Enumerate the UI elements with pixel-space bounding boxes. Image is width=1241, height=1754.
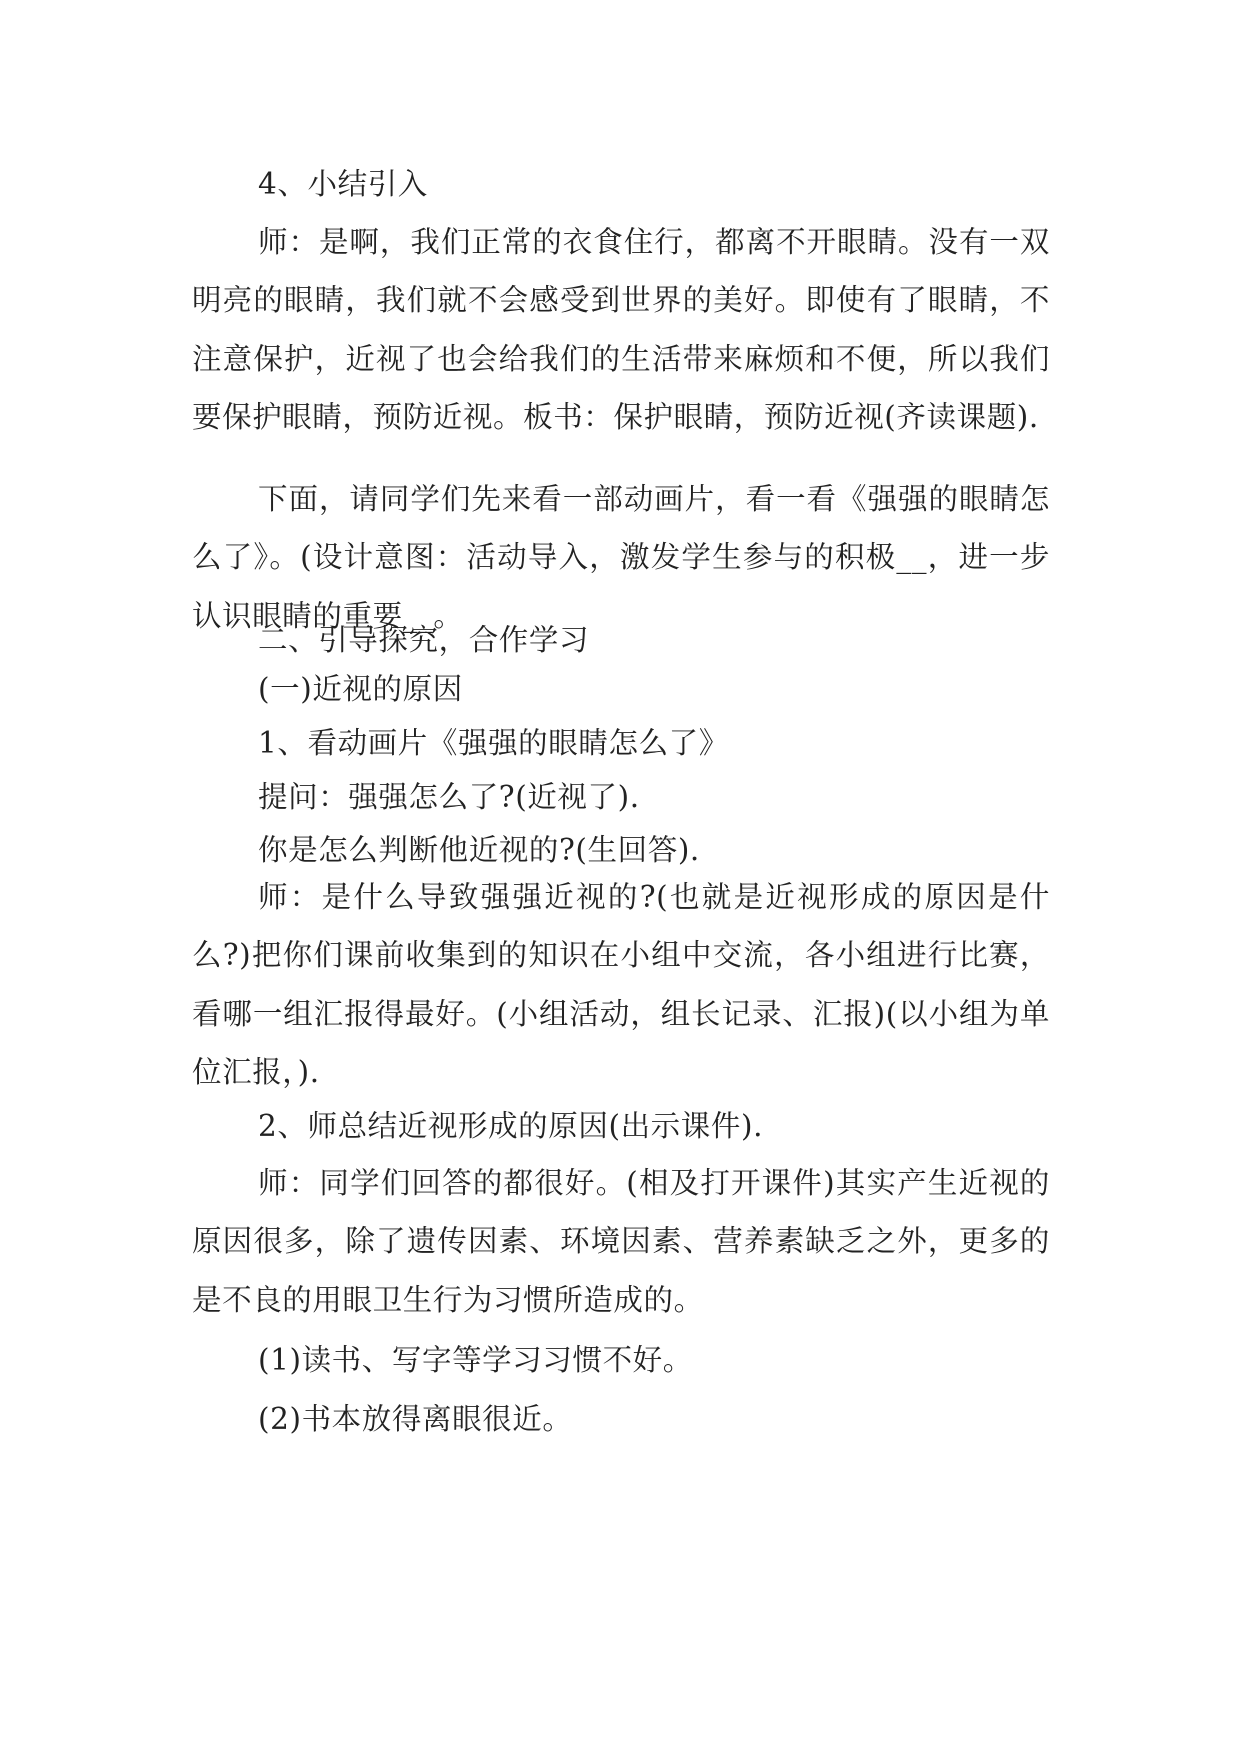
step-watch-animation: 1、看动画片《强强的眼睛怎么了》 [258, 726, 729, 760]
list-item-2: (2)书本放得离眼很近。 [258, 1402, 573, 1436]
section-heading-explore: 二、引导探究，合作学习 [258, 623, 590, 657]
question-how-judge: 你是怎么判断他近视的?(生回答). [258, 833, 700, 867]
step-teacher-summary: 2、师总结近视形成的原因(出示课件). [258, 1109, 764, 1143]
subheading-causes: (一)近视的原因 [258, 672, 463, 706]
list-item-1: (1)读书、写字等学习习惯不好。 [258, 1343, 693, 1377]
section-heading-summary: 4、小结引入 [258, 167, 428, 201]
paragraph-watch-animation: 下面，请同学们先来看一部动画片，看一看《强强的眼睛怎么了》。(设计意图：活动导入，激发学生参与的积极__，进一步认识眼睛的重要__。 [192, 482, 1050, 633]
question-what-happened: 提问：强强怎么了?(近视了). [258, 780, 640, 814]
teacher-paragraph-group-discussion: 师：是什么导致强强近视的?(也就是近视形成的原因是什么?)把你们课前收集到的知识在小组中交流，各小组进行比赛，看哪一组汇报得最好。(小组活动，组长记录、汇报)(以小组为单位汇报，). [192, 880, 1050, 1089]
teacher-paragraph-protect-eyes: 师：是啊，我们正常的衣食住行，都离不开眼睛。没有一双明亮的眼睛，我们就不会感受到世界的美好。即使有了眼睛，不注意保护，近视了也会给我们的生活带来麻烦和不便，所以我们要保护眼睛，预防近视。板书：保护眼睛，预防近视(齐读课题). [192, 225, 1050, 434]
teacher-paragraph-causes: 师：同学们回答的都很好。(相及打开课件)其实产生近视的原因很多，除了遗传因素、环境因素、营养素缺乏之外，更多的是不良的用眼卫生行为习惯所造成的。 [192, 1166, 1050, 1317]
